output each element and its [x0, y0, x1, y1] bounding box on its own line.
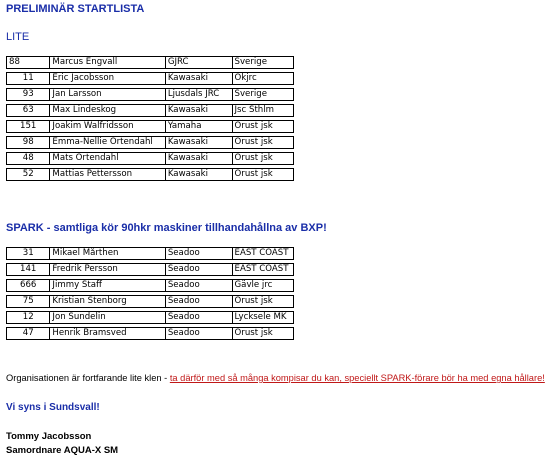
spark-row — [6, 263, 294, 276]
driver-name-cell: Eric Jacobsson — [49, 72, 164, 85]
machine-cell: Kawasaki — [165, 152, 232, 165]
club-cell: Orust jsk — [232, 152, 294, 165]
organisation-note — [6, 373, 545, 383]
driver-name-cell: Kristian Stenborg — [49, 295, 164, 308]
note-link[interactable]: ta därför med så många kompisar du kan, speciellt SPARK-förare bör ha med egna hållare! — [169, 373, 545, 383]
machine-cell: GJRC — [165, 56, 232, 69]
start-number-cell: 75 — [6, 295, 49, 308]
lite-row — [6, 120, 294, 133]
machine-cell: Seadoo — [165, 295, 232, 308]
club-cell: Sverige — [232, 56, 294, 69]
driver-name-cell: Max Lindeskog — [49, 104, 164, 117]
lite-row — [6, 168, 294, 181]
lite-row — [6, 88, 294, 101]
driver-name-cell: Jon Sundelin — [49, 311, 164, 324]
spark-row — [6, 295, 294, 308]
lite-row — [6, 152, 294, 165]
page-title: PRELIMINÄR STARTLISTA — [6, 3, 145, 15]
start-number-cell: 141 — [6, 263, 49, 276]
start-number-cell: 98 — [6, 136, 49, 149]
start-number-cell: 31 — [6, 247, 49, 260]
start-number-cell: 93 — [6, 88, 49, 101]
driver-name-cell: Jan Larsson — [49, 88, 164, 101]
machine-cell: Seadoo — [165, 263, 232, 276]
machine-cell: Kawasaki — [165, 104, 232, 117]
driver-name-cell: Mikael Mårthen — [49, 247, 164, 260]
driver-name-cell: Marcus Engvall — [49, 56, 164, 69]
start-number-cell: 63 — [6, 104, 49, 117]
driver-name-cell: Mattias Pettersson — [49, 168, 164, 181]
spark-row — [6, 279, 294, 292]
club-cell: Ökjrc — [232, 72, 294, 85]
start-number-cell: 12 — [6, 311, 49, 324]
club-cell: Orust jsk — [232, 327, 294, 340]
driver-name-cell: Fredrik Persson — [49, 263, 164, 276]
machine-cell: Seadoo — [165, 327, 232, 340]
club-cell: EAST COAST — [232, 263, 294, 276]
club-cell: Orust jsk — [232, 136, 294, 149]
club-cell: Sverige — [232, 88, 294, 101]
lite-row — [6, 72, 294, 85]
machine-cell: Seadoo — [165, 311, 232, 324]
lite-row — [6, 136, 294, 149]
club-cell: Jsc Sthlm — [232, 104, 294, 117]
club-cell: Orust jsk — [232, 295, 294, 308]
club-cell: Lycksele MK — [232, 311, 294, 324]
lite-row — [6, 56, 294, 69]
machine-cell: Kawasaki — [165, 168, 232, 181]
start-number-cell: 52 — [6, 168, 49, 181]
driver-name-cell: Henrik Bramsved — [49, 327, 164, 340]
start-number-cell: 88 — [6, 56, 49, 69]
machine-cell: Seadoo — [165, 279, 232, 292]
driver-name-cell: Joakim Walfridsson — [49, 120, 164, 133]
start-number-cell: 151 — [6, 120, 49, 133]
spark-row — [6, 327, 294, 340]
spark-row — [6, 247, 294, 260]
signoff-text: Vi syns i Sundsvall! — [6, 402, 100, 413]
lite-heading: LITE — [6, 31, 30, 43]
start-number-cell: 11 — [6, 72, 49, 85]
lite-start-table — [6, 53, 294, 184]
start-number-cell: 47 — [6, 327, 49, 340]
spark-heading: SPARK - samtliga kör 90hkr maskiner tillhandahållna av BXP! — [6, 222, 327, 234]
start-number-cell: 48 — [6, 152, 49, 165]
machine-cell: Kawasaki — [165, 72, 232, 85]
driver-name-cell: Mats Örtendahl — [49, 152, 164, 165]
note-text: Organisationen är fortfarande lite klen - — [6, 373, 170, 383]
machine-cell: Yamaha — [165, 120, 232, 133]
spark-start-table — [6, 244, 294, 343]
machine-cell: Seadoo — [165, 247, 232, 260]
signature-name: Tommy Jacobsson — [6, 431, 92, 442]
club-cell: Gävle jrc — [232, 279, 294, 292]
spark-row — [6, 311, 294, 324]
club-cell: EAST COAST — [232, 247, 294, 260]
signature-role: Samordnare AQUA-X SM — [6, 445, 119, 456]
club-cell: Orust jsk — [232, 168, 294, 181]
club-cell: Orust jsk — [232, 120, 294, 133]
machine-cell: Kawasaki — [165, 136, 232, 149]
machine-cell: Ljusdals JRC — [165, 88, 232, 101]
start-number-cell: 666 — [6, 279, 49, 292]
driver-name-cell: Emma-Nellie Örtendahl — [49, 136, 164, 149]
lite-row — [6, 104, 294, 117]
driver-name-cell: Jimmy Staff — [49, 279, 164, 292]
